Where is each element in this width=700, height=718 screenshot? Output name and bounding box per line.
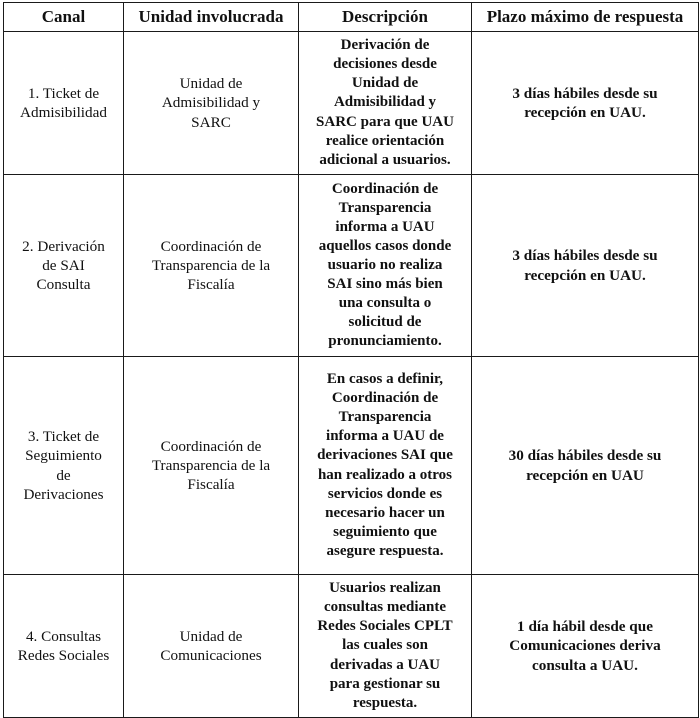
cell-descripcion: Derivación de decisiones desde Unidad de Admisibilidad y SARC para que UAU realice orientación adicional a usuarios. [299, 32, 472, 175]
cell-plazo: 3 días hábiles desde su recepción en UAU. [472, 32, 699, 175]
header-plazo: Plazo máximo de respuesta [472, 3, 699, 32]
cell-canal: 2. Derivación de SAI Consulta [4, 175, 124, 357]
cell-unidad: Unidad de Admisibilidad y SARC [124, 32, 299, 175]
table-row [4, 32, 699, 175]
header-unidad: Unidad involucrada [124, 3, 299, 32]
header-row [4, 3, 699, 32]
cell-canal: 4. Consultas Redes Sociales [4, 575, 124, 718]
cell-descripcion: Usuarios realizan consultas mediante Redes Sociales CPLT las cuales son derivadas a UAU para gestionar su respuesta. [299, 575, 472, 718]
cell-unidad: Coordinación de Transparencia de la Fiscalía [124, 175, 299, 357]
header-canal: Canal [4, 3, 124, 32]
cell-plazo: 30 días hábiles desde su recepción en UAU [472, 357, 699, 575]
response-times-table [3, 2, 699, 718]
cell-unidad: Unidad de Comunicaciones [124, 575, 299, 718]
table-row [4, 357, 699, 575]
cell-descripcion: En casos a definir, Coordinación de Transparencia informa a UAU de derivaciones SAI que han realizado a otros servicios donde es necesario hacer un seguimiento que asegure respuesta. [299, 357, 472, 575]
cell-plazo: 3 días hábiles desde su recepción en UAU. [472, 175, 699, 357]
table-row [4, 575, 699, 718]
cell-canal: 1. Ticket de Admisibilidad [4, 32, 124, 175]
cell-unidad: Coordinación de Transparencia de la Fiscalía [124, 357, 299, 575]
cell-canal: 3. Ticket de Seguimiento de Derivaciones [4, 357, 124, 575]
table-row [4, 175, 699, 357]
cell-descripcion: Coordinación de Transparencia informa a UAU aquellos casos donde usuario no realiza SAI sino más bien una consulta o solicitud de pronunciamiento. [299, 175, 472, 357]
cell-plazo: 1 día hábil desde que Comunicaciones deriva consulta a UAU. [472, 575, 699, 718]
header-descripcion: Descripción [299, 3, 472, 32]
